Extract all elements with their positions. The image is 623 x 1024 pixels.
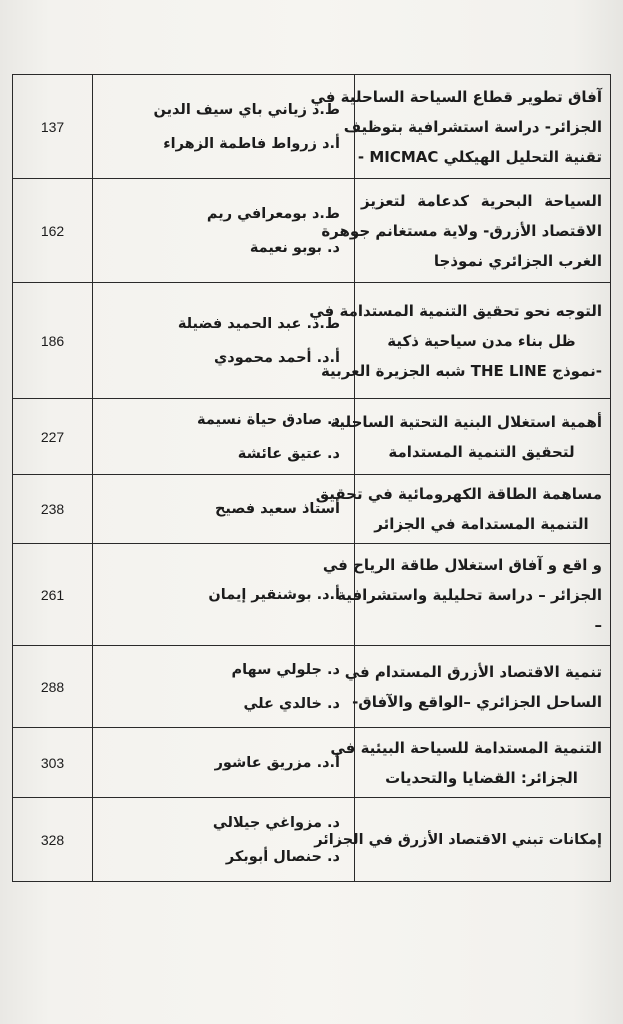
title-line: و اقع و آفاق استغلال طاقة الرياح في [322, 555, 602, 574]
table-row [13, 75, 611, 179]
author-name: ط.د. عبد الحميد فضيلة [177, 315, 340, 332]
title-line: الجزائر: القضايا والتحديات [385, 768, 578, 787]
title-line: ظل بناء مدن سياحية ذكية [387, 331, 576, 350]
table-row [13, 283, 611, 399]
author-name: د. بوبو نعيمة [249, 239, 340, 256]
article-title [321, 179, 611, 283]
page-number: 162 [13, 179, 93, 283]
title-line: الجزائر – دراسة تحليلية واستشرافية [337, 585, 602, 604]
author-name: ط.د زياني باي سيف الدين [153, 101, 340, 118]
title-line: أهمية استغلال البنية التحتية الساحلية [330, 412, 602, 431]
article-title [330, 399, 611, 475]
article-title [309, 283, 611, 399]
article-authors [93, 544, 355, 646]
title-line: تنمية الاقتصاد الأزرق المستدام في [344, 662, 602, 681]
author-name: أ.د. بوشنقير إيمان [208, 586, 340, 603]
table-row [13, 646, 611, 728]
article-authors [93, 646, 355, 728]
article-authors [93, 798, 355, 882]
author-name: د. جلولي سهام [231, 661, 340, 678]
article-authors [93, 399, 355, 475]
title-line: التنمية المستدامة للسياحة البيئية في [330, 738, 602, 757]
table-row [13, 399, 611, 475]
page-number: 303 [13, 728, 93, 798]
table-row [13, 728, 611, 798]
author-name: أ.د. مزريق عاشور [214, 754, 340, 771]
title-line: السياحة البحرية كدعامة لتعزيز [361, 191, 602, 210]
title-line: الغرب الجزائري نموذجا [433, 251, 602, 270]
table-of-contents [12, 74, 611, 882]
title-line: التوجه نحو تحقيق التنمية المستدامة في [309, 301, 602, 320]
title-line: -نموذج THE LINE شبه الجزيرة العربية [320, 361, 602, 380]
article-authors [93, 728, 355, 798]
article-title [314, 798, 611, 882]
table-row [13, 179, 611, 283]
page-number: 261 [13, 544, 93, 646]
title-line: تقنية التحليل الهيكلي MICMAC - [357, 147, 602, 166]
author-name: د. صادق حياة نسيمة [197, 411, 340, 428]
page-number: 328 [13, 798, 93, 882]
author-name: أ.د. أحمد محمودي [213, 349, 340, 366]
article-title [344, 646, 611, 728]
article-title [310, 75, 611, 179]
article-title [315, 475, 611, 544]
author-name: أ.د زرواط فاطمة الزهراء [163, 135, 340, 152]
author-name: ط.د بومعرافي ريم [206, 205, 340, 222]
table-row [13, 544, 611, 646]
title-line: الساحل الجزائري –الواقع والآفاق- [352, 692, 602, 711]
page-number: 186 [13, 283, 93, 399]
page-number: 238 [13, 475, 93, 544]
author-name: د. خالدي علي [243, 695, 340, 712]
author-name: د. حنصال أبوبكر [225, 848, 340, 865]
contents-page [12, 74, 610, 882]
page-number: 227 [13, 399, 93, 475]
article-title [330, 728, 611, 798]
author-name: د. عتيق عائشة [237, 445, 340, 462]
table-row [13, 475, 611, 544]
title-line: إمكانات تبني الاقتصاد الأزرق في الجزائر [314, 831, 602, 848]
page-number: 137 [13, 75, 93, 179]
table-row [13, 798, 611, 882]
title-line: التنمية المستدامة في الجزائر [374, 515, 589, 533]
title-line: آفاق تطوير قطاع السياحة الساحلية في [310, 87, 602, 106]
author-name: أستاذ سعيد فصيح [214, 501, 340, 517]
page-number: 288 [13, 646, 93, 728]
title-line: مساهمة الطاقة الكهرومائية في تحقيق [315, 485, 602, 503]
author-name: د. مزواغي جيلالي [212, 814, 340, 831]
title-line: لتحقيق التنمية المستدامة [388, 442, 575, 461]
article-authors [93, 179, 355, 283]
title-line: الجزائر- دراسة استشرافية بتوظيف [343, 117, 602, 136]
title-line: الاقتصاد الأزرق- ولاية مستغانم جوهرة [321, 221, 602, 240]
article-title [322, 544, 611, 646]
title-line: – [594, 615, 602, 634]
